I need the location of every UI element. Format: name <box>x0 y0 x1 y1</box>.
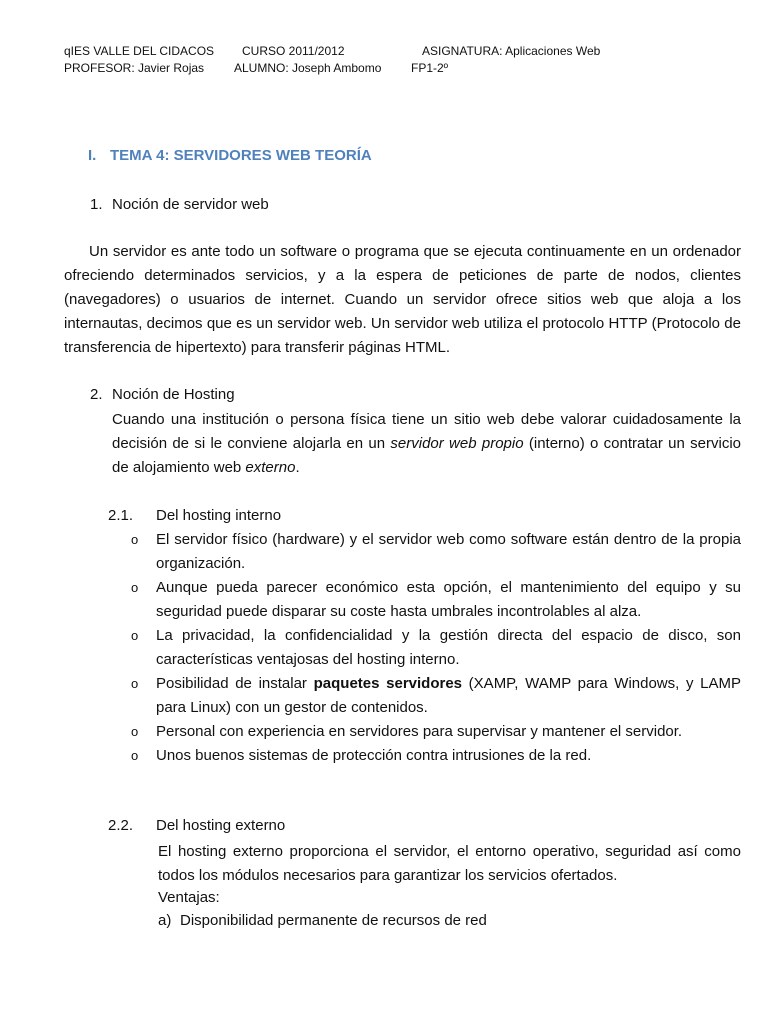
list-item-text: Aunque pueda parecer económico esta opción, el mantenimiento del equipo y su seguridad puede disparar su coste hasta umbrales incontrolables al alza. <box>156 579 741 620</box>
section-2-2-paragraph: El hosting externo proporciona el servidor, el entorno operativo, seguridad así como todos los módulos necesarios para garantizar los servicios ofertados. <box>158 843 741 884</box>
section-2-1-number: 2.1. <box>108 507 134 524</box>
list-item-text <box>156 672 741 720</box>
section-2-paragraph <box>112 408 741 480</box>
list-item <box>131 624 741 672</box>
list-item <box>131 744 741 768</box>
bullet-icon: o <box>131 724 139 739</box>
list-item-text-b: (XAMP, WAMP para Windows, y LAMP para Linux) con un gestor de contenidos. <box>156 675 741 716</box>
title-number: I. <box>88 147 97 164</box>
title-text: TEMA 4: SERVIDORES WEB TEORÍA <box>110 147 372 164</box>
document-title <box>88 147 372 164</box>
section-2-text-b: (interno) o contratar un servicio de alojamiento web <box>112 435 741 476</box>
section-2-2-heading <box>108 817 285 834</box>
section-2-2-title: Del hosting externo <box>156 817 286 834</box>
bullet-icon: o <box>131 628 139 643</box>
header-institute: qIES VALLE DEL CIDACOS <box>64 44 215 58</box>
section-1-number: 1. <box>90 196 103 213</box>
bullet-icon: o <box>131 676 139 691</box>
section-2-text-c: . <box>295 459 300 476</box>
header-student: ALUMNO: Joseph Ambomo <box>234 61 382 75</box>
list-item <box>131 528 741 576</box>
section-2-text-a: Cuando una institución o persona física tiene un sitio web debe valorar cuidadosamente la decisión de si le conviene alojarla en un <box>112 411 741 452</box>
list-item-bold: paquetes servidores <box>313 675 463 692</box>
bullet-icon: o <box>131 532 139 547</box>
advantages-label: Ventajas: <box>158 889 220 906</box>
header-teacher: PROFESOR: Javier Rojas <box>64 61 205 75</box>
section-2-number: 2. <box>90 386 103 403</box>
section-1-title: Noción de servidor web <box>112 196 269 213</box>
section-2-1-heading <box>108 507 281 524</box>
header-course: CURSO 2011/2012 <box>242 44 345 58</box>
advantage-item-a <box>158 912 487 929</box>
list-item-text: Personal con experiencia en servidores para supervisar y mantener el servidor. <box>156 723 683 740</box>
header-group: FP1-2º <box>411 61 449 75</box>
section-1-paragraph: Un servidor es ante todo un software o programa que se ejecuta continuamente en un ordenador ofreciendo determinados servicios, y a la espera de peticiones de parte de nodos, clientes (navegadores) o usuarios de internet. Cuando un servidor ofrece sitios web que aloja a los internautas, decimos que es un servidor web. Un servidor web utiliza el protocolo HTTP (Protocolo de transferencia de hipertexto) para transferir páginas HTML. <box>64 243 741 356</box>
section-2-1-title: Del hosting interno <box>156 507 282 524</box>
list-item-text: La privacidad, la confidencialidad y la gestión directa del espacio de disco, son características ventajosas del hosting interno. <box>156 627 741 668</box>
section-2-italic-2: externo <box>245 459 296 476</box>
section-2-title: Noción de Hosting <box>112 386 235 403</box>
section-2-italic-1: servidor web propio <box>390 435 524 452</box>
bullet-icon: o <box>131 580 139 595</box>
section-2-heading <box>90 386 235 403</box>
section-2-2-number: 2.2. <box>108 817 134 834</box>
section-1-heading <box>90 196 269 213</box>
bullet-icon: o <box>131 748 139 763</box>
list-item <box>131 576 741 624</box>
list-item <box>131 672 741 720</box>
list-item-text: El servidor físico (hardware) y el servidor web como software están dentro de la propia organización. <box>156 531 741 572</box>
list-item-text: Unos buenos sistemas de protección contra intrusiones de la red. <box>156 747 592 764</box>
list-item <box>131 720 741 744</box>
list-item-text-a: Posibilidad de instalar <box>156 675 314 692</box>
header-subject: ASIGNATURA: Aplicaciones Web <box>422 44 601 58</box>
advantage-item-a-text: Disponibilidad permanente de recursos de red <box>180 912 487 929</box>
advantage-item-a-number: a) <box>158 912 172 929</box>
